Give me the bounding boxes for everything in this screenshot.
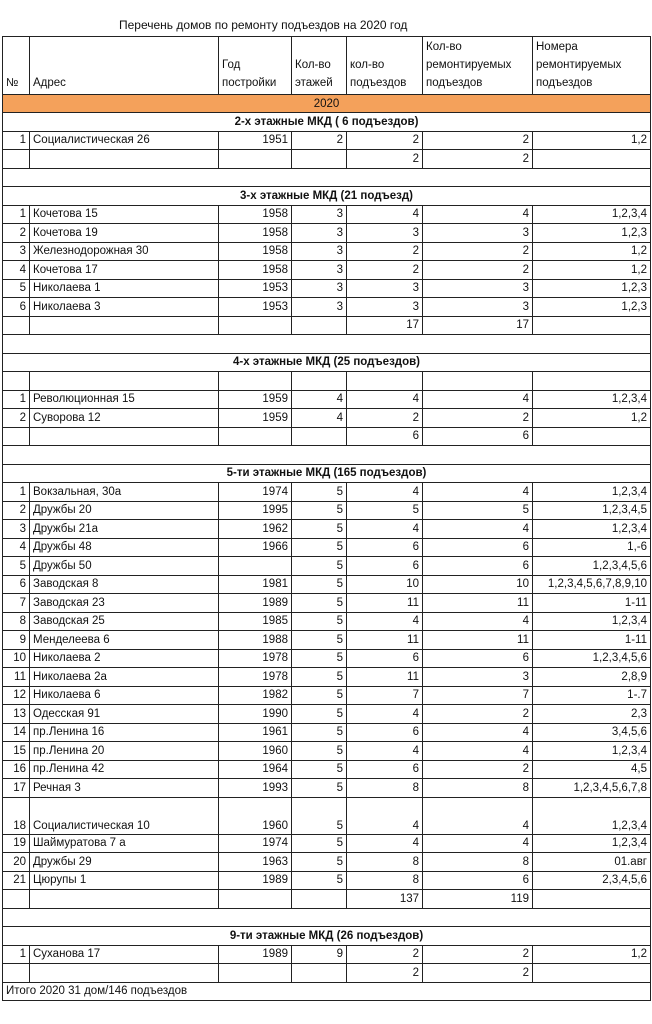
section-title: 2-х этажные МКД ( 6 подъездов) — [3, 113, 651, 132]
row-repaired: 6 — [423, 871, 533, 890]
row-entrances: 2 — [347, 242, 423, 261]
row-address: Дружбы 48 — [30, 538, 219, 557]
table-row — [3, 686, 651, 705]
row-entrances: 2 — [347, 945, 423, 964]
row-floors: 5 — [292, 594, 347, 613]
row-year — [219, 557, 292, 576]
row-entrances: 4 — [347, 483, 423, 502]
row-repaired: 11 — [423, 594, 533, 613]
table-row — [3, 871, 651, 890]
row-address: Дружбы 29 — [30, 853, 219, 872]
row-address: Николаева 2а — [30, 668, 219, 687]
row-year: 1951 — [219, 131, 292, 150]
table-row — [3, 131, 651, 150]
table-row — [3, 390, 651, 409]
section-title-row — [3, 927, 651, 946]
row-year: 1964 — [219, 760, 292, 779]
row-repaired: 2 — [423, 705, 533, 724]
row-entrances: 4 — [347, 612, 423, 631]
row-address: Шаймуратова 7 а — [30, 834, 219, 853]
row-entrance-numbers: 1,2,3 — [533, 224, 651, 243]
row-floors: 5 — [292, 631, 347, 650]
row-year: 1978 — [219, 668, 292, 687]
row-entrances: 6 — [347, 760, 423, 779]
section-title-row — [3, 113, 651, 132]
row-entrance-numbers: 2,3 — [533, 705, 651, 724]
row-repaired: 2 — [423, 760, 533, 779]
spacer-row — [3, 335, 651, 354]
row-address: Кочетова 15 — [30, 205, 219, 224]
row-entrances: 6 — [347, 538, 423, 557]
row-year: 1953 — [219, 298, 292, 317]
row-address: Вокзальная, 30а — [30, 483, 219, 502]
row-floors: 3 — [292, 224, 347, 243]
row-year: 1958 — [219, 261, 292, 280]
row-repaired: 7 — [423, 686, 533, 705]
header-numbers: Номера ремонтируемых подъездов — [533, 37, 651, 95]
row-number: 5 — [3, 279, 30, 298]
row-floors: 5 — [292, 612, 347, 631]
row-entrance-numbers: 1,2,3,4,5,6,7,8 — [533, 779, 651, 798]
row-entrances: 11 — [347, 668, 423, 687]
row-number: 19 — [3, 834, 30, 853]
row-entrances: 5 — [347, 501, 423, 520]
row-year: 1993 — [219, 779, 292, 798]
row-number: 8 — [3, 612, 30, 631]
row-entrance-numbers: 1-.7 — [533, 686, 651, 705]
row-address: Дружбы 50 — [30, 557, 219, 576]
row-number: 3 — [3, 520, 30, 539]
row-entrance-numbers: 4,5 — [533, 760, 651, 779]
row-year: 1960 — [219, 797, 292, 834]
total-repaired: 6 — [423, 427, 533, 446]
header-address: Адрес — [30, 37, 219, 95]
row-year: 1961 — [219, 723, 292, 742]
row-floors: 5 — [292, 668, 347, 687]
row-year: 1985 — [219, 612, 292, 631]
row-floors: 5 — [292, 871, 347, 890]
row-repaired: 2 — [423, 409, 533, 428]
document-title: Перечень домов по ремонту подъездов на 2020 год — [119, 18, 408, 32]
row-year: 1966 — [219, 538, 292, 557]
table-row — [3, 224, 651, 243]
row-number: 4 — [3, 261, 30, 280]
row-entrance-numbers: 1,2,3,4,5,6 — [533, 649, 651, 668]
row-entrance-numbers: 1,2,3,4 — [533, 205, 651, 224]
row-address: Николаева 3 — [30, 298, 219, 317]
row-entrances: 4 — [347, 205, 423, 224]
section-title: 5-ти этажные МКД (165 подъездов) — [3, 464, 651, 483]
row-number: 18 — [3, 797, 30, 834]
header-num: № — [3, 37, 30, 95]
row-repaired: 4 — [423, 483, 533, 502]
row-entrances: 6 — [347, 557, 423, 576]
row-floors: 5 — [292, 705, 347, 724]
header-year: Год постройки — [219, 37, 292, 95]
row-repaired: 4 — [423, 723, 533, 742]
row-year: 1974 — [219, 483, 292, 502]
row-entrance-numbers: 1,2 — [533, 409, 651, 428]
row-year: 1995 — [219, 501, 292, 520]
total-repaired: 2 — [423, 150, 533, 169]
row-entrances: 11 — [347, 631, 423, 650]
year-label: 2020 — [3, 95, 651, 113]
section-title-row — [3, 187, 651, 206]
row-entrance-numbers: 1,2,3,4,5,6 — [533, 557, 651, 576]
table-row — [3, 242, 651, 261]
row-entrance-numbers: 1,2 — [533, 261, 651, 280]
row-floors: 5 — [292, 797, 347, 834]
table-row — [3, 501, 651, 520]
table-row — [3, 298, 651, 317]
row-repaired: 3 — [423, 668, 533, 687]
row-year: 1988 — [219, 631, 292, 650]
header-floors: Кол-во этажей — [292, 37, 347, 95]
row-entrances: 7 — [347, 686, 423, 705]
row-year: 1989 — [219, 871, 292, 890]
row-year: 1978 — [219, 649, 292, 668]
row-repaired: 2 — [423, 242, 533, 261]
row-repaired: 3 — [423, 224, 533, 243]
row-repaired: 6 — [423, 557, 533, 576]
footer-total: Итого 2020 31 дом/146 подъездов — [3, 982, 347, 1001]
table-row — [3, 557, 651, 576]
row-entrance-numbers: 1,2,3 — [533, 279, 651, 298]
row-number: 10 — [3, 649, 30, 668]
table-row — [3, 797, 651, 834]
row-floors: 5 — [292, 686, 347, 705]
row-repaired: 4 — [423, 834, 533, 853]
table-row — [3, 742, 651, 761]
empty-row — [3, 372, 651, 391]
row-number: 1 — [3, 390, 30, 409]
row-number: 7 — [3, 594, 30, 613]
row-entrances: 4 — [347, 520, 423, 539]
row-entrances: 2 — [347, 261, 423, 280]
row-floors: 3 — [292, 205, 347, 224]
year-row — [3, 95, 651, 113]
section-title: 4-х этажные МКД (25 подъездов) — [3, 353, 651, 372]
table-row — [3, 261, 651, 280]
table-row — [3, 483, 651, 502]
row-entrances: 2 — [347, 131, 423, 150]
row-repaired: 4 — [423, 390, 533, 409]
row-entrances: 4 — [347, 834, 423, 853]
header-row — [3, 37, 651, 95]
row-year: 1974 — [219, 834, 292, 853]
row-number: 1 — [3, 131, 30, 150]
row-floors: 4 — [292, 390, 347, 409]
row-repaired: 4 — [423, 612, 533, 631]
row-floors: 5 — [292, 575, 347, 594]
row-number: 1 — [3, 945, 30, 964]
row-entrance-numbers: 2,3,4,5,6 — [533, 871, 651, 890]
row-entrances: 3 — [347, 298, 423, 317]
section-total-row — [3, 890, 651, 909]
row-year: 1962 — [219, 520, 292, 539]
row-entrance-numbers: 1,2,3 — [533, 298, 651, 317]
row-entrances: 3 — [347, 279, 423, 298]
row-floors: 5 — [292, 538, 347, 557]
row-entrance-numbers: 3,4,5,6 — [533, 723, 651, 742]
row-address: Николаева 2 — [30, 649, 219, 668]
spacer-row — [3, 446, 651, 465]
table-row — [3, 575, 651, 594]
row-entrances: 4 — [347, 742, 423, 761]
row-number: 2 — [3, 501, 30, 520]
total-entrances: 17 — [347, 316, 423, 335]
row-year: 1953 — [219, 279, 292, 298]
row-address: Николаева 1 — [30, 279, 219, 298]
row-year: 1958 — [219, 242, 292, 261]
row-repaired: 6 — [423, 649, 533, 668]
row-address: Речная 3 — [30, 779, 219, 798]
row-address: пр.Ленина 20 — [30, 742, 219, 761]
row-number: 20 — [3, 853, 30, 872]
row-entrance-numbers: 1,2 — [533, 242, 651, 261]
row-floors: 3 — [292, 261, 347, 280]
table-row — [3, 705, 651, 724]
row-number: 13 — [3, 705, 30, 724]
row-number: 11 — [3, 668, 30, 687]
table-row — [3, 612, 651, 631]
row-address: Заводская 23 — [30, 594, 219, 613]
row-year: 1981 — [219, 575, 292, 594]
row-entrance-numbers: 1-11 — [533, 631, 651, 650]
row-number: 6 — [3, 575, 30, 594]
row-repaired: 2 — [423, 945, 533, 964]
row-address: пр.Ленина 42 — [30, 760, 219, 779]
section-total-row — [3, 427, 651, 446]
row-address: Социалистическая 26 — [30, 131, 219, 150]
row-entrances: 8 — [347, 853, 423, 872]
row-year: 1989 — [219, 594, 292, 613]
row-entrance-numbers: 1,2,3,4 — [533, 742, 651, 761]
row-address: Менделеева 6 — [30, 631, 219, 650]
row-address: пр.Ленина 16 — [30, 723, 219, 742]
total-entrances: 2 — [347, 150, 423, 169]
row-number: 9 — [3, 631, 30, 650]
header-repaired: Кол-во ремонтируемых подъездов — [423, 37, 533, 95]
section-title: 9-ти этажные МКД (26 подъездов) — [3, 927, 651, 946]
row-year: 1989 — [219, 945, 292, 964]
row-entrances: 10 — [347, 575, 423, 594]
row-floors: 3 — [292, 279, 347, 298]
row-floors: 5 — [292, 723, 347, 742]
row-floors: 9 — [292, 945, 347, 964]
row-address: Николаева 6 — [30, 686, 219, 705]
row-number: 16 — [3, 760, 30, 779]
row-number: 2 — [3, 409, 30, 428]
row-number: 17 — [3, 779, 30, 798]
row-address: Кочетова 19 — [30, 224, 219, 243]
row-number: 15 — [3, 742, 30, 761]
row-entrances: 4 — [347, 705, 423, 724]
row-repaired: 4 — [423, 742, 533, 761]
row-repaired: 8 — [423, 853, 533, 872]
row-year: 1963 — [219, 853, 292, 872]
row-address: Дружбы 21а — [30, 520, 219, 539]
row-year: 1982 — [219, 686, 292, 705]
row-repaired: 4 — [423, 797, 533, 834]
footer-row — [3, 982, 651, 1001]
total-repaired: 119 — [423, 890, 533, 909]
table-row — [3, 538, 651, 557]
row-address: Суворова 12 — [30, 409, 219, 428]
row-address: Заводская 8 — [30, 575, 219, 594]
row-entrance-numbers: 1,2,3,4,5,6,7,8,9,10 — [533, 575, 651, 594]
table-row — [3, 409, 651, 428]
row-entrance-numbers: 1,2,3,4 — [533, 520, 651, 539]
section-total-row — [3, 316, 651, 335]
row-repaired: 2 — [423, 131, 533, 150]
section-title-row — [3, 353, 651, 372]
spacer-row — [3, 908, 651, 927]
row-repaired: 8 — [423, 779, 533, 798]
row-entrances: 8 — [347, 779, 423, 798]
row-address: Железнодорожная 30 — [30, 242, 219, 261]
row-repaired: 3 — [423, 298, 533, 317]
row-address: Революционная 15 — [30, 390, 219, 409]
row-year: 1990 — [219, 705, 292, 724]
row-entrance-numbers: 1,2,3,4 — [533, 834, 651, 853]
section-total-row — [3, 150, 651, 169]
row-floors: 5 — [292, 557, 347, 576]
table-row — [3, 853, 651, 872]
row-address: Заводская 25 — [30, 612, 219, 631]
row-number: 12 — [3, 686, 30, 705]
row-repaired: 5 — [423, 501, 533, 520]
row-floors: 5 — [292, 779, 347, 798]
table-row — [3, 649, 651, 668]
table-row — [3, 945, 651, 964]
table-row — [3, 205, 651, 224]
table-row — [3, 760, 651, 779]
row-repaired: 10 — [423, 575, 533, 594]
row-floors: 5 — [292, 649, 347, 668]
row-number: 3 — [3, 242, 30, 261]
table-row — [3, 779, 651, 798]
row-address: Кочетова 17 — [30, 261, 219, 280]
section-title-row — [3, 464, 651, 483]
row-entrance-numbers: 1,2 — [533, 131, 651, 150]
row-address: Суханова 17 — [30, 945, 219, 964]
row-floors: 5 — [292, 483, 347, 502]
row-floors: 5 — [292, 853, 347, 872]
table-row — [3, 594, 651, 613]
row-entrance-numbers: 1-11 — [533, 594, 651, 613]
row-repaired: 2 — [423, 261, 533, 280]
row-number: 2 — [3, 224, 30, 243]
total-repaired: 2 — [423, 964, 533, 983]
table-row — [3, 723, 651, 742]
row-floors: 5 — [292, 760, 347, 779]
table-row — [3, 834, 651, 853]
row-number: 4 — [3, 538, 30, 557]
total-repaired: 17 — [423, 316, 533, 335]
row-floors: 3 — [292, 242, 347, 261]
row-repaired: 3 — [423, 279, 533, 298]
total-entrances: 137 — [347, 890, 423, 909]
houses-table — [2, 36, 651, 1001]
row-repaired: 4 — [423, 520, 533, 539]
row-entrance-numbers: 01.авг — [533, 853, 651, 872]
row-entrances: 4 — [347, 797, 423, 834]
row-floors: 3 — [292, 298, 347, 317]
table-row — [3, 668, 651, 687]
row-floors: 2 — [292, 131, 347, 150]
row-entrance-numbers: 1,-6 — [533, 538, 651, 557]
table-row — [3, 631, 651, 650]
row-floors: 5 — [292, 501, 347, 520]
row-entrances: 6 — [347, 649, 423, 668]
total-entrances: 2 — [347, 964, 423, 983]
row-entrances: 2 — [347, 409, 423, 428]
row-address: Цюрупы 1 — [30, 871, 219, 890]
row-entrance-numbers: 2,8,9 — [533, 668, 651, 687]
row-address: Дружбы 20 — [30, 501, 219, 520]
row-repaired: 11 — [423, 631, 533, 650]
row-floors: 4 — [292, 409, 347, 428]
section-title: 3-х этажные МКД (21 подъезд) — [3, 187, 651, 206]
row-entrances: 11 — [347, 594, 423, 613]
row-floors: 5 — [292, 520, 347, 539]
row-year: 1959 — [219, 390, 292, 409]
row-number: 21 — [3, 871, 30, 890]
row-number: 6 — [3, 298, 30, 317]
row-entrance-numbers: 1,2,3,4 — [533, 483, 651, 502]
row-number: 5 — [3, 557, 30, 576]
table-row — [3, 279, 651, 298]
row-floors: 5 — [292, 834, 347, 853]
row-year: 1960 — [219, 742, 292, 761]
row-entrances: 8 — [347, 871, 423, 890]
row-floors: 5 — [292, 742, 347, 761]
section-total-row — [3, 964, 651, 983]
row-address: Социалистическая 10 — [30, 797, 219, 834]
row-repaired: 6 — [423, 538, 533, 557]
row-entrance-numbers: 1,2,3,4,5 — [533, 501, 651, 520]
row-entrance-numbers: 1,2,3,4 — [533, 612, 651, 631]
row-entrances: 3 — [347, 224, 423, 243]
row-repaired: 4 — [423, 205, 533, 224]
row-entrance-numbers: 1,2,3,4 — [533, 797, 651, 834]
row-entrance-numbers: 1,2 — [533, 945, 651, 964]
row-entrances: 6 — [347, 723, 423, 742]
row-year: 1958 — [219, 224, 292, 243]
header-entrances: кол-во подъездов — [347, 37, 423, 95]
row-number: 14 — [3, 723, 30, 742]
row-entrances: 4 — [347, 390, 423, 409]
row-number: 1 — [3, 205, 30, 224]
row-year: 1959 — [219, 409, 292, 428]
row-entrance-numbers: 1,2,3,4 — [533, 390, 651, 409]
row-address: Одесская 91 — [30, 705, 219, 724]
spacer-row — [3, 168, 651, 187]
table-row — [3, 520, 651, 539]
total-entrances: 6 — [347, 427, 423, 446]
row-year: 1958 — [219, 205, 292, 224]
row-number: 1 — [3, 483, 30, 502]
